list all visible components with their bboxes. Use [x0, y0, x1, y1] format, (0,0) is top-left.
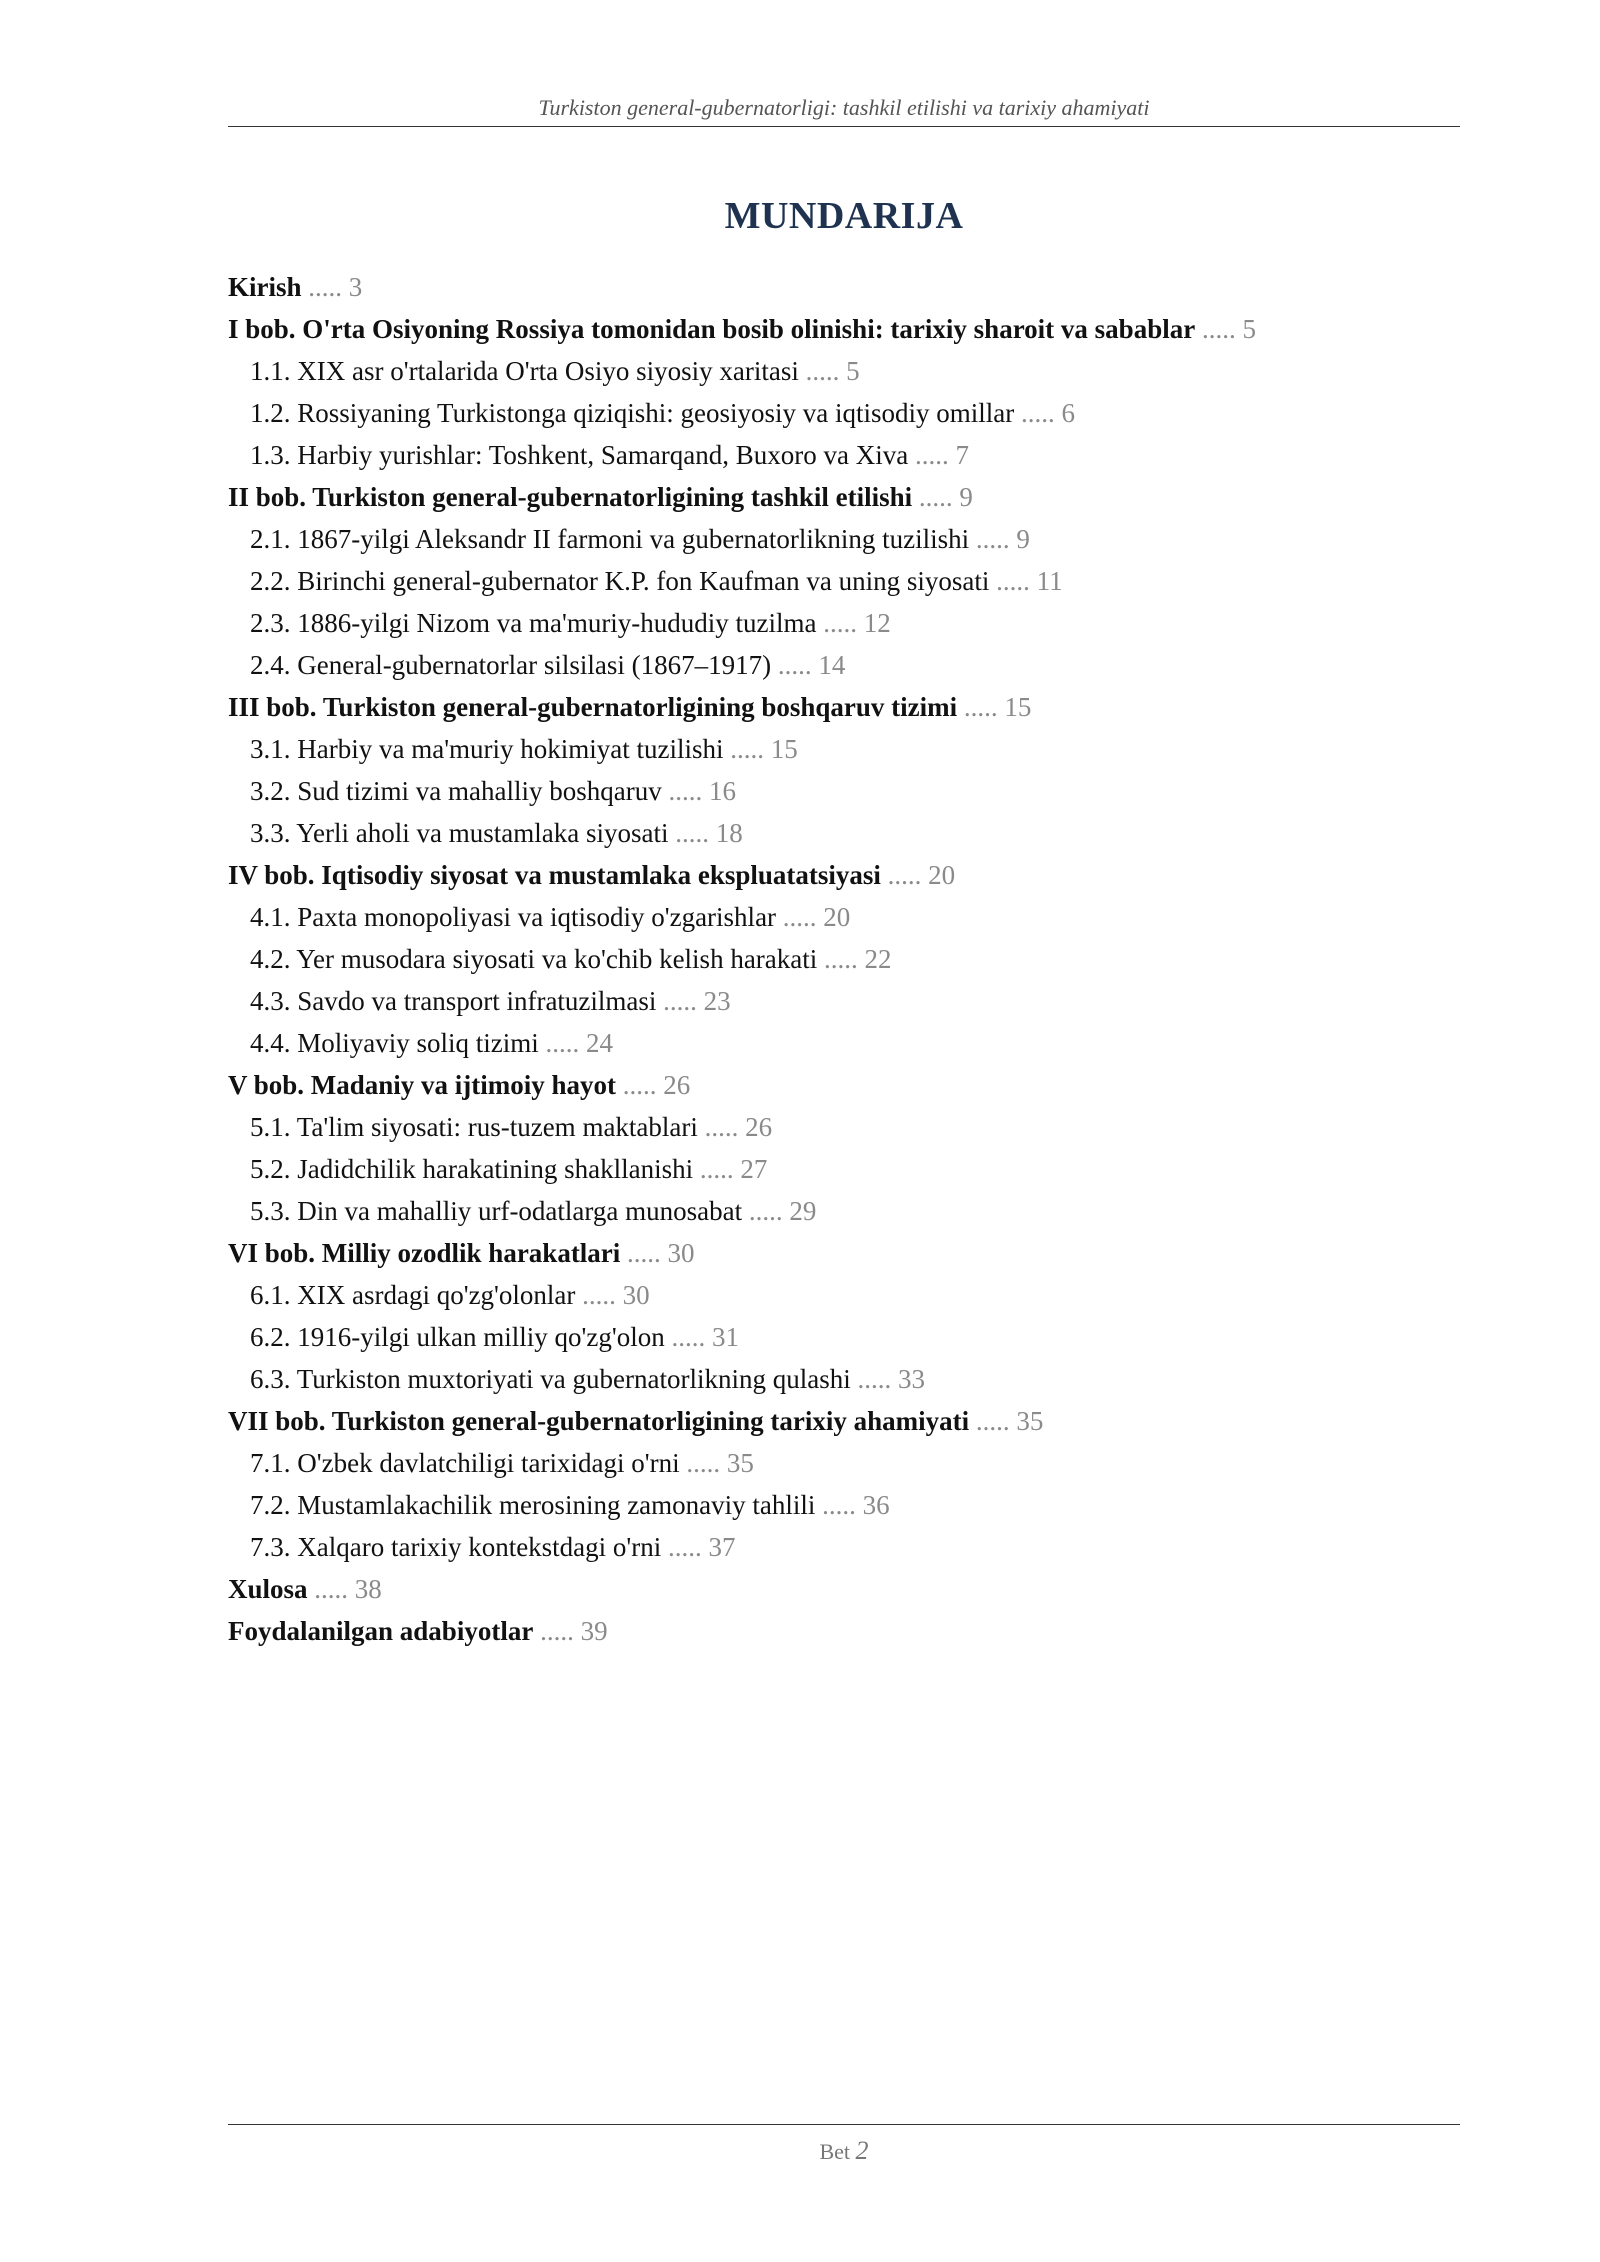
- toc-entry-page-number: 12: [863, 608, 891, 638]
- toc-entry-label: 2.1. 1867-yilgi Aleksandr II farmoni va gubernatorlikning tuzilishi: [250, 524, 970, 554]
- toc-entry-label: 7.3. Xalqaro tarixiy kontekstdagi o'rni: [250, 1532, 662, 1562]
- toc-entry-label: 4.4. Moliyaviy soliq tizimi: [250, 1028, 539, 1058]
- toc-entry-page-number: 5: [1242, 314, 1256, 344]
- toc-entry-leader: .....: [675, 818, 709, 848]
- toc-section-entry: [228, 1148, 1460, 1190]
- toc-entry-leader: .....: [663, 986, 697, 1016]
- toc-entry-page-number: 31: [711, 1322, 739, 1352]
- toc-entry-label: 3.3. Yerli aholi va mustamlaka siyosati: [250, 818, 669, 848]
- toc-entry-page-number: 3: [348, 272, 363, 302]
- toc-entry-label: III bob. Turkiston general-gubernatorligining boshqaruv tizimi: [228, 692, 958, 722]
- running-header: Turkiston general-gubernatorligi: tashkil etilishi va tarixiy ahamiyati: [538, 95, 1150, 120]
- toc-section-entry: [228, 1526, 1460, 1568]
- toc-entry-leader: .....: [823, 608, 858, 638]
- toc-entry-page-number: 37: [708, 1532, 736, 1562]
- toc-entry-page-number: 36: [862, 1490, 890, 1520]
- toc-chapter-entry: [228, 1400, 1460, 1442]
- toc-entry-label: 5.1. Ta'lim siyosati: rus-tuzem maktablari: [250, 1112, 698, 1142]
- toc-section-entry: [228, 1106, 1460, 1148]
- toc-entry-leader: .....: [996, 566, 1030, 596]
- toc-entry-page-number: 15: [1004, 692, 1032, 722]
- toc-entry-label: 2.4. General-gubernatorlar silsilasi (1867–1917): [250, 650, 772, 680]
- toc-section-entry: [228, 350, 1460, 392]
- toc-chapter-entry: [228, 1610, 1460, 1652]
- toc-section-entry: [228, 1484, 1460, 1526]
- toc-entry-page-number: 6: [1061, 398, 1076, 428]
- toc-entry-page-number: 29: [789, 1196, 817, 1226]
- toc-entry-label: Foydalanilgan adabiyotlar: [228, 1616, 534, 1646]
- toc-entry-page-number: 27: [740, 1154, 768, 1184]
- footer-rule: [228, 2124, 1460, 2125]
- toc-chapter-entry: [228, 854, 1460, 896]
- toc-entry-page-number: 15: [770, 734, 798, 764]
- toc-entry-label: 6.3. Turkiston muxtoriyati va gubernatorlikning qulashi: [250, 1364, 851, 1394]
- toc-entry-page-number: 23: [703, 986, 731, 1016]
- toc-entry-leader: .....: [975, 1406, 1010, 1436]
- toc-entry-page-number: 39: [580, 1616, 608, 1646]
- toc-entry-page-number: 20: [823, 902, 851, 932]
- toc-chapter-entry: [228, 686, 1460, 728]
- toc-entry-leader: .....: [540, 1616, 574, 1646]
- toc-entry-label: 6.1. XIX asrdagi qo'zg'olonlar: [250, 1280, 576, 1310]
- toc-entry-leader: .....: [671, 1322, 706, 1352]
- toc-entry-label: II bob. Turkiston general-gubernatorligining tashkil etilishi: [228, 482, 913, 512]
- toc-entry-leader: .....: [822, 1490, 856, 1520]
- toc-entry-label: V bob. Madaniy va ijtimoiy hayot: [228, 1070, 617, 1100]
- toc-entry-page-number: 11: [1036, 566, 1063, 596]
- toc-entry-page-number: 22: [864, 944, 892, 974]
- toc-entry-label: 3.1. Harbiy va ma'muriy hokimiyat tuzilishi: [250, 734, 724, 764]
- toc-entry-page-number: 38: [354, 1574, 382, 1604]
- toc-entry-leader: .....: [1201, 314, 1236, 344]
- toc-section-entry: [228, 728, 1460, 770]
- toc-entry-leader: .....: [887, 860, 922, 890]
- toc-chapter-entry: [228, 1232, 1460, 1274]
- toc-section-entry: [228, 560, 1460, 602]
- toc-section-entry: [228, 770, 1460, 812]
- toc-entry-label: 4.3. Savdo va transport infratuzilmasi: [250, 986, 657, 1016]
- toc-entry-page-number: 5: [846, 356, 860, 386]
- toc-entry-label: 1.2. Rossiyaning Turkistonga qiziqishi: geosiyosiy va iqtisodiy omillar: [250, 398, 1015, 428]
- toc-section-entry: [228, 1190, 1460, 1232]
- toc-entry-page-number: 9: [1016, 524, 1030, 554]
- toc-entry-page-number: 33: [897, 1364, 925, 1394]
- toc-entry-label: 5.3. Din va mahalliy urf-odatlarga munosabat: [250, 1196, 743, 1226]
- toc-entry-page-number: 20: [928, 860, 956, 890]
- toc-entry-page-number: 16: [708, 776, 736, 806]
- toc-entry-leader: .....: [857, 1364, 892, 1394]
- toc-title: MUNDARIJA: [724, 195, 964, 237]
- toc-entry-label: 5.2. Jadidchilik harakatining shakllanishi: [250, 1154, 694, 1184]
- toc-entry-label: VI bob. Milliy ozodlik harakatlari: [228, 1238, 621, 1268]
- toc-entry-leader: .....: [777, 650, 812, 680]
- toc-chapter-entry: [228, 308, 1460, 350]
- toc-entry-label: 1.1. XIX asr o'rtalarida O'rta Osiyo siyosiy xaritasi: [250, 356, 799, 386]
- toc-section-entry: [228, 602, 1460, 644]
- page-footer: [228, 2136, 1460, 2167]
- toc-entry-label: Xulosa: [228, 1574, 308, 1604]
- toc-entry-label: 3.2. Sud tizimi va mahalliy boshqaruv: [250, 776, 662, 806]
- toc-section-entry: [228, 896, 1460, 938]
- toc-section-entry: [228, 938, 1460, 980]
- toc-section-entry: [228, 434, 1460, 476]
- toc-entry-label: I bob. O'rta Osiyoning Rossiya tomonidan bosib olinishi: tarixiy sharoit va sabablar: [228, 314, 1196, 344]
- toc-chapter-entry: [228, 1064, 1460, 1106]
- toc-entry-label: 6.2. 1916-yilgi ulkan milliy qo'zg'olon: [250, 1322, 665, 1352]
- toc-entry-page-number: 26: [745, 1112, 773, 1142]
- toc-entry-label: 7.1. O'zbek davlatchiligi tarixidagi o'rni: [250, 1448, 680, 1478]
- toc-entry-label: 2.3. 1886-yilgi Nizom va ma'muriy-hududiy tuzilma: [250, 608, 817, 638]
- toc-entry-leader: .....: [1021, 398, 1055, 428]
- toc-entry-label: Kirish: [228, 272, 302, 302]
- toc-entry-leader: .....: [824, 944, 858, 974]
- toc-entry-page-number: 24: [586, 1028, 613, 1058]
- toc-entry-label: VII bob. Turkiston general-gubernatorligining tarixiy ahamiyati: [228, 1406, 970, 1436]
- toc-entry-label: 4.1. Paxta monopoliyasi va iqtisodiy o'zgarishlar: [250, 902, 777, 932]
- toc-entry-page-number: 35: [1016, 1406, 1044, 1436]
- toc-section-entry: [228, 1022, 1460, 1064]
- toc-entry-leader: .....: [668, 1532, 702, 1562]
- toc-entry-leader: .....: [308, 272, 343, 302]
- toc-section-entry: [228, 518, 1460, 560]
- toc-entry-leader: .....: [782, 902, 817, 932]
- toc-entry-leader: .....: [314, 1574, 349, 1604]
- toc-entry-leader: .....: [805, 356, 840, 386]
- toc-section-entry: [228, 1442, 1460, 1484]
- toc-entry-page-number: 7: [955, 440, 969, 470]
- toc-entry-label: 1.3. Harbiy yurishlar: Toshkent, Samarqand, Buxoro va Xiva: [250, 440, 909, 470]
- toc-entry-leader: .....: [704, 1112, 739, 1142]
- footer-page-number: 2: [855, 2136, 869, 2165]
- toc-entry-leader: .....: [963, 692, 998, 722]
- toc-entry-leader: .....: [699, 1154, 734, 1184]
- toc-entry-page-number: 30: [622, 1280, 650, 1310]
- toc-entry-leader: .....: [627, 1238, 661, 1268]
- header-rule: [228, 126, 1460, 127]
- toc-section-entry: [228, 812, 1460, 854]
- toc-entry-label: 7.2. Mustamlakachilik merosining zamonaviy tahlili: [250, 1490, 816, 1520]
- toc-chapter-entry: [228, 476, 1460, 518]
- toc-entry-page-number: 30: [667, 1238, 695, 1268]
- toc-entry-leader: .....: [686, 1448, 721, 1478]
- toc-chapter-entry: [228, 266, 1460, 308]
- toc-section-entry: [228, 1358, 1460, 1400]
- toc-entry-page-number: 35: [726, 1448, 754, 1478]
- toc-entry-page-number: 14: [818, 650, 846, 680]
- toc-entry-page-number: 26: [663, 1070, 691, 1100]
- toc-entry-leader: .....: [545, 1028, 580, 1058]
- toc-section-entry: [228, 980, 1460, 1022]
- toc-entry-label: 2.2. Birinchi general-gubernator K.P. fon Kaufman va uning siyosati: [250, 566, 990, 596]
- toc-entry-leader: .....: [748, 1196, 783, 1226]
- toc-entry-leader: .....: [582, 1280, 616, 1310]
- toc-section-entry: [228, 392, 1460, 434]
- toc-section-entry: [228, 1274, 1460, 1316]
- toc-section-entry: [228, 644, 1460, 686]
- footer-page-label: Bet: [819, 2139, 851, 2164]
- toc-entry-leader: .....: [622, 1070, 657, 1100]
- toc-entry-leader: .....: [915, 440, 949, 470]
- toc-entry-page-number: 18: [715, 818, 743, 848]
- table-of-contents: [228, 266, 1460, 1652]
- toc-entry-leader: .....: [668, 776, 703, 806]
- toc-entry-leader: .....: [975, 524, 1010, 554]
- toc-entry-page-number: 9: [959, 482, 973, 512]
- toc-chapter-entry: [228, 1568, 1460, 1610]
- toc-entry-leader: .....: [730, 734, 765, 764]
- toc-section-entry: [228, 1316, 1460, 1358]
- toc-entry-leader: .....: [918, 482, 953, 512]
- toc-entry-label: IV bob. Iqtisodiy siyosat va mustamlaka ekspluatatsiyasi: [228, 860, 881, 890]
- toc-entry-label: 4.2. Yer musodara siyosati va ko'chib kelish harakati: [250, 944, 818, 974]
